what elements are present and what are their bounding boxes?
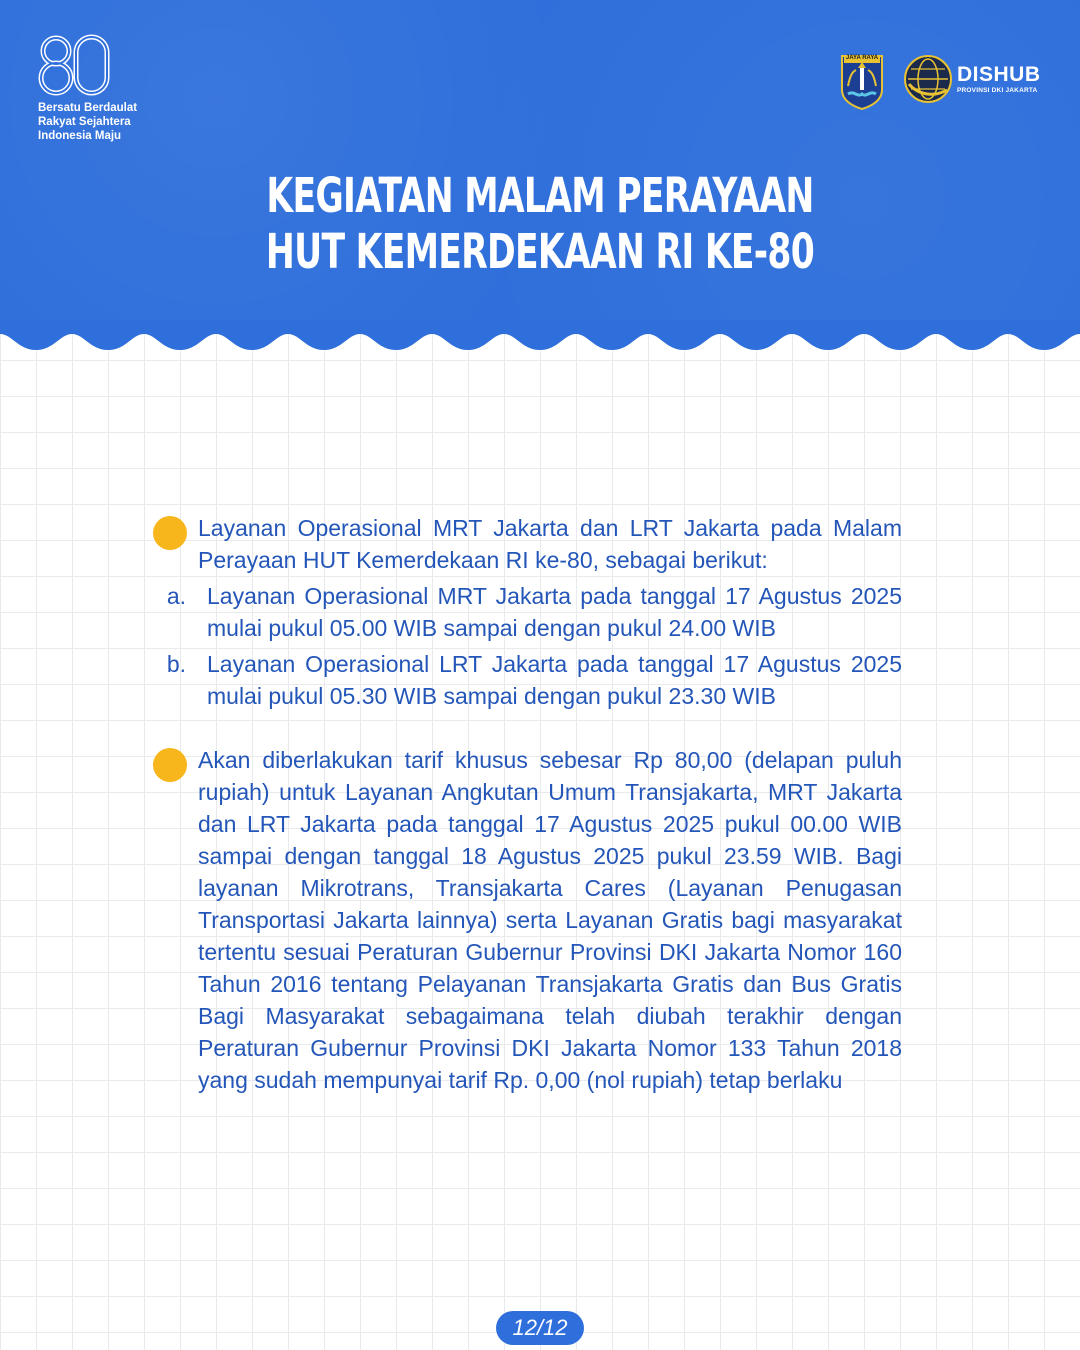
jaya-raya-label: JAYA RAYA [845, 55, 879, 61]
header-banner [0, 0, 1080, 330]
item-text: Akan diberlakukan tarif khusus sebesar Rp 80,00 (delapan puluh rupiah) untuk Layanan Angkutan Umum Transjakarta, MRT Jakarta dan LRT Jakarta pada tanggal 17 Agustus 2025 pukul 00.00 WIB sampai dengan tanggal 18 Agustus 2025 pukul 23.59 WIB. Bagi layanan Mikrotrans, Transjakarta Cares (Layanan Penugasan Transportasi Jakarta lainnya) serta Layanan Gratis bagi masyarakat tertentu sesuai Peraturan Gubernur Provinsi DKI Jakarta Nomor 160 Tahun 2016 tentang Pelayanan Transjakarta Gratis dan Bus Gratis Bagi Masyarakat sebagaimana telah diubah terakhir dengan Peraturan Gubernur Provinsi DKI Jakarta Nomor 133 Tahun 2018 yang sudah mempunyai tarif Rp. 0,00 (nol rupiah) tetap berlaku [198, 747, 902, 1093]
tagline-line-2: Rakyat Sejahtera [38, 116, 131, 128]
tagline-line-3: Indonesia Maju [38, 130, 122, 142]
page-title-line-2: HUT KEMERDEKAAN RI KE-80 [265, 224, 815, 280]
list-item [150, 744, 902, 1096]
page-title-line-1: KEGIATAN MALAM PERAYAAN [266, 168, 814, 224]
page-indicator: 12/12 [496, 1311, 584, 1345]
list-item [150, 512, 902, 712]
sub-item-marker-text: a. [166, 583, 186, 609]
sub-item-text: Layanan Operasional LRT Jakarta pada tanggal 17 Agustus 2025 mulai pukul 05.30 WIB sampai dengan pukul 23.30 WIB [207, 651, 902, 709]
hut-80-logo [38, 34, 110, 96]
item-text: Layanan Operasional MRT Jakarta dan LRT Jakarta pada Malam Perayaan HUT Kemerdekaan RI ke-80, sebagai berikut: [198, 515, 902, 573]
bullet-dot-icon [153, 748, 187, 782]
bullet-dot-icon [153, 516, 187, 550]
dishub-title: DISHUB [957, 63, 1041, 86]
logo-tagline [38, 101, 137, 143]
sub-item-text: Layanan Operasional MRT Jakarta pada tanggal 17 Agustus 2025 mulai pukul 05.00 WIB sampai dengan pukul 24.00 WIB [207, 583, 902, 641]
tagline-line-1: Bersatu Berdaulat [38, 102, 138, 114]
sub-list-item [166, 580, 902, 644]
page-title [151, 168, 929, 280]
sub-list-item [166, 648, 902, 712]
sub-item-marker-text: b. [166, 651, 186, 677]
dishub-subtitle: PROVINSI DKI JAKARTA [957, 87, 1038, 94]
wave-border [0, 320, 1080, 360]
dishub-emblem-icon [903, 54, 953, 104]
content-list [150, 512, 902, 1096]
sub-list [166, 580, 902, 712]
